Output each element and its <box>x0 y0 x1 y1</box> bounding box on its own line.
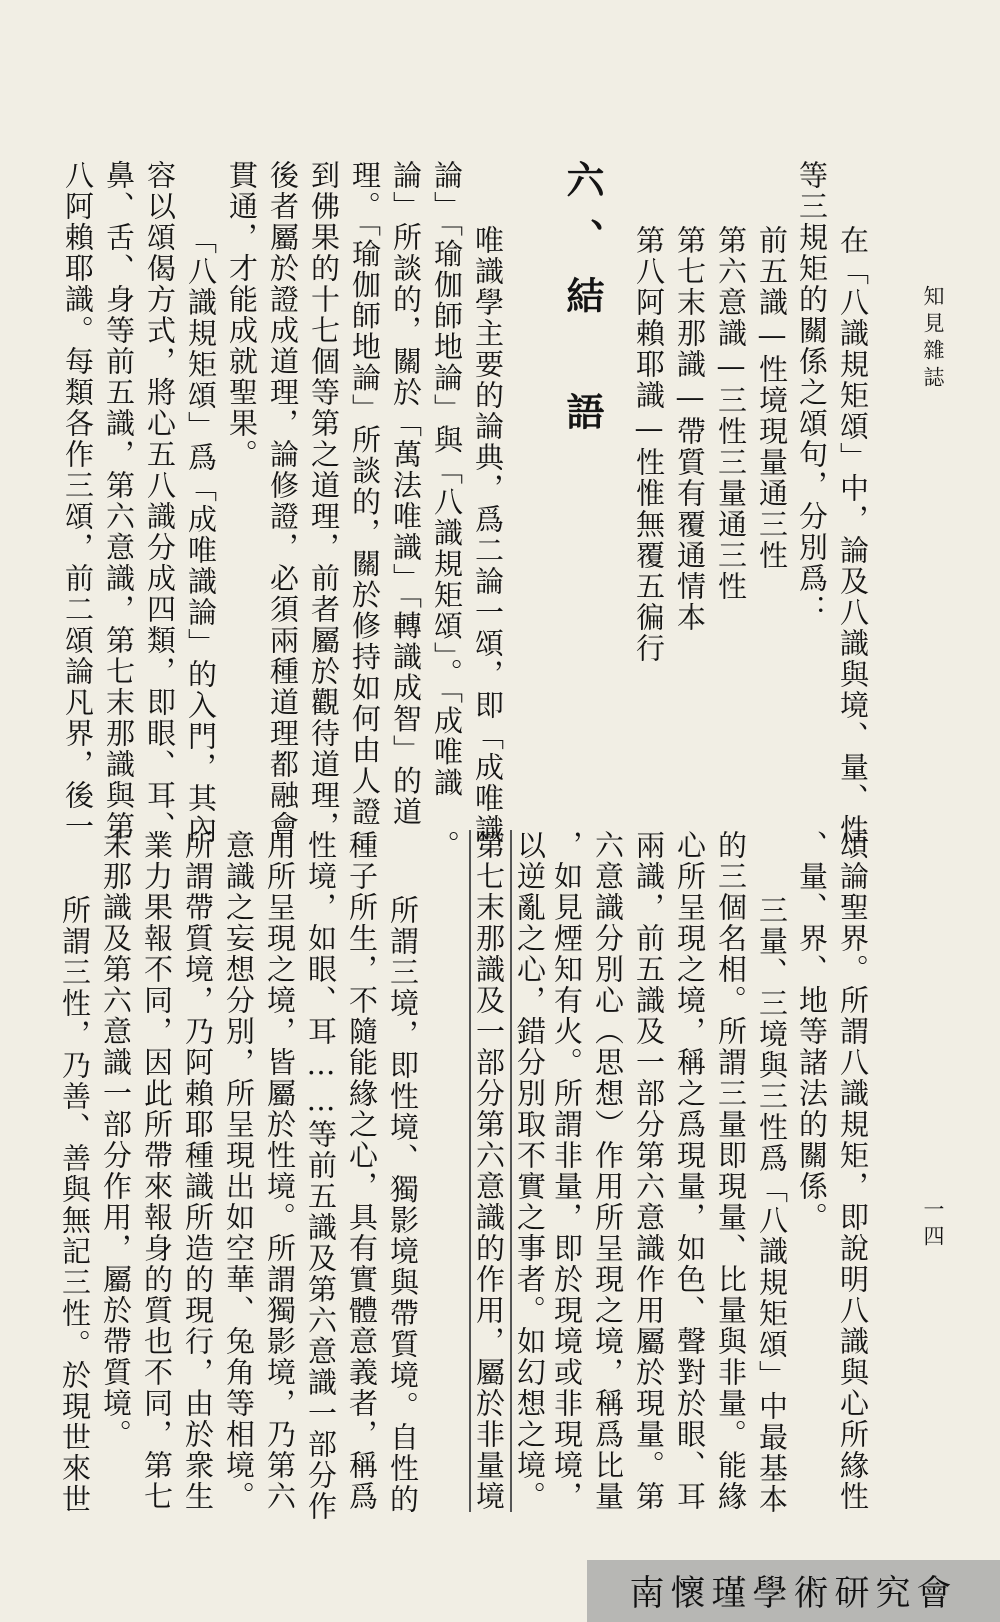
section-column-3: 論」所談的，關於「萬法唯識」「轉識成智」的道 <box>389 160 423 828</box>
lower-column-3: 三量、三境與三性爲「八識規矩頌」中最基本 <box>755 895 789 1515</box>
section-column-8: 「八識規矩頌」爲「成唯識論」的入門，其內 <box>184 225 218 845</box>
section-column-11: 八阿賴耶識。每類各作三頌，前二頌論凡界，後一 <box>61 160 95 842</box>
lower-column-14: 性境，如眼、耳……等前五識及第六意識一部分作 <box>304 830 338 1522</box>
section-column-5: 到佛果的十七個等第之道理，前者屬於觀待道理， <box>307 160 341 842</box>
section-column-6: 後者屬於證成道理，論修證，必須兩種道理都融會 <box>266 160 300 842</box>
lower-column-4: 的三個名相。所謂三量即現量、比量與非量。能緣 <box>714 830 748 1512</box>
lower-column-1: 頌論聖界。所謂八識規矩，即說明八識與心所緣性 <box>836 830 870 1512</box>
lower-column-15: 用所呈現之境，皆屬於性境。所謂獨影境，乃第六 <box>263 830 297 1512</box>
lower-column-13: 種子所生，不隨能緣之心，具有實體意義者，稱爲 <box>345 830 379 1512</box>
lower-column-18: 業力果報不同，因此所帶來報身的質也不同，第七 <box>140 830 174 1512</box>
section-heading: 六、結 語 <box>560 160 605 450</box>
upper-column-6: 第八阿賴耶識—性惟無覆五徧行 <box>632 225 666 664</box>
lower-column-17: 所謂帶質境，乃阿賴耶種識所造的現行，由於衆生 <box>181 830 215 1512</box>
journal-title: 知見雜誌 <box>921 285 945 393</box>
section-column-2: 論」「瑜伽師地論」與「八識規矩頌」。「成唯識 <box>430 160 464 799</box>
section-column-1: 唯識學主要的論典，爲二論一頌，即「成唯識 <box>471 225 505 845</box>
watermark-text: 南懷瑾學術研究會 <box>629 1574 958 1614</box>
watermark-banner <box>587 1560 1000 1622</box>
upper-column-2: 等三規矩的關係之頌句，分別爲： <box>795 160 829 625</box>
lower-column-10-underlined: 第七末那識及一部分第六意識的作用，屬於非量境 <box>469 830 505 1512</box>
section-column-10: 鼻、舌、身等前五識，第六意識，第七末那識與第 <box>102 160 136 842</box>
section-column-4: 理。「瑜伽師地論」所談的，關於修持如何由人證 <box>348 160 382 828</box>
upper-column-1: 在「八識規矩頌」中，論及八識與境、量、性 <box>836 225 870 845</box>
lower-column-20: 所謂三性，乃善、善與無記三性。於現世來世 <box>58 895 92 1515</box>
page-number: 一四 <box>921 1198 945 1252</box>
lower-column-12: 所謂三境，即性境、獨影境與帶質境。自性的 <box>386 895 420 1515</box>
upper-column-4: 第六意識—三性三量通三性 <box>714 225 748 602</box>
section-column-9: 容以頌偈方式，將心五八識分成四類，即眼、耳、 <box>143 160 177 842</box>
upper-column-5: 第七末那識—帶質有覆通情本 <box>673 225 707 633</box>
upper-column-3: 前五識—性境現量通三性 <box>755 225 789 571</box>
lower-column-16: 意識之妄想分別，所呈現出如空華、兔角等相境。 <box>222 830 256 1512</box>
lower-column-6: 兩識，前五識及一部分第六意識作用屬於現量。第 <box>632 830 666 1512</box>
lower-column-11: 。 <box>427 830 461 861</box>
lower-column-9-underlined: 以逆亂之心，錯分別取不實之事者。如幻想之境。 <box>510 830 546 1512</box>
lower-column-5: 心所呈現之境，稱之爲現量，如色、聲對於眼、耳 <box>673 830 707 1512</box>
section-column-7: 貫通，才能成就聖果。 <box>225 160 259 470</box>
lower-column-19: 末那識及第六意識一部分作用，屬於帶質境。 <box>99 830 133 1450</box>
lower-column-7: 六意識分別心（思想）作用所呈現之境，稱爲比量 <box>591 830 625 1512</box>
lower-column-8: ，如見煙知有火。所謂非量，即於現境或非現境， <box>550 830 584 1512</box>
lower-column-2: 、量、界、地等諸法的關係。 <box>795 830 829 1233</box>
